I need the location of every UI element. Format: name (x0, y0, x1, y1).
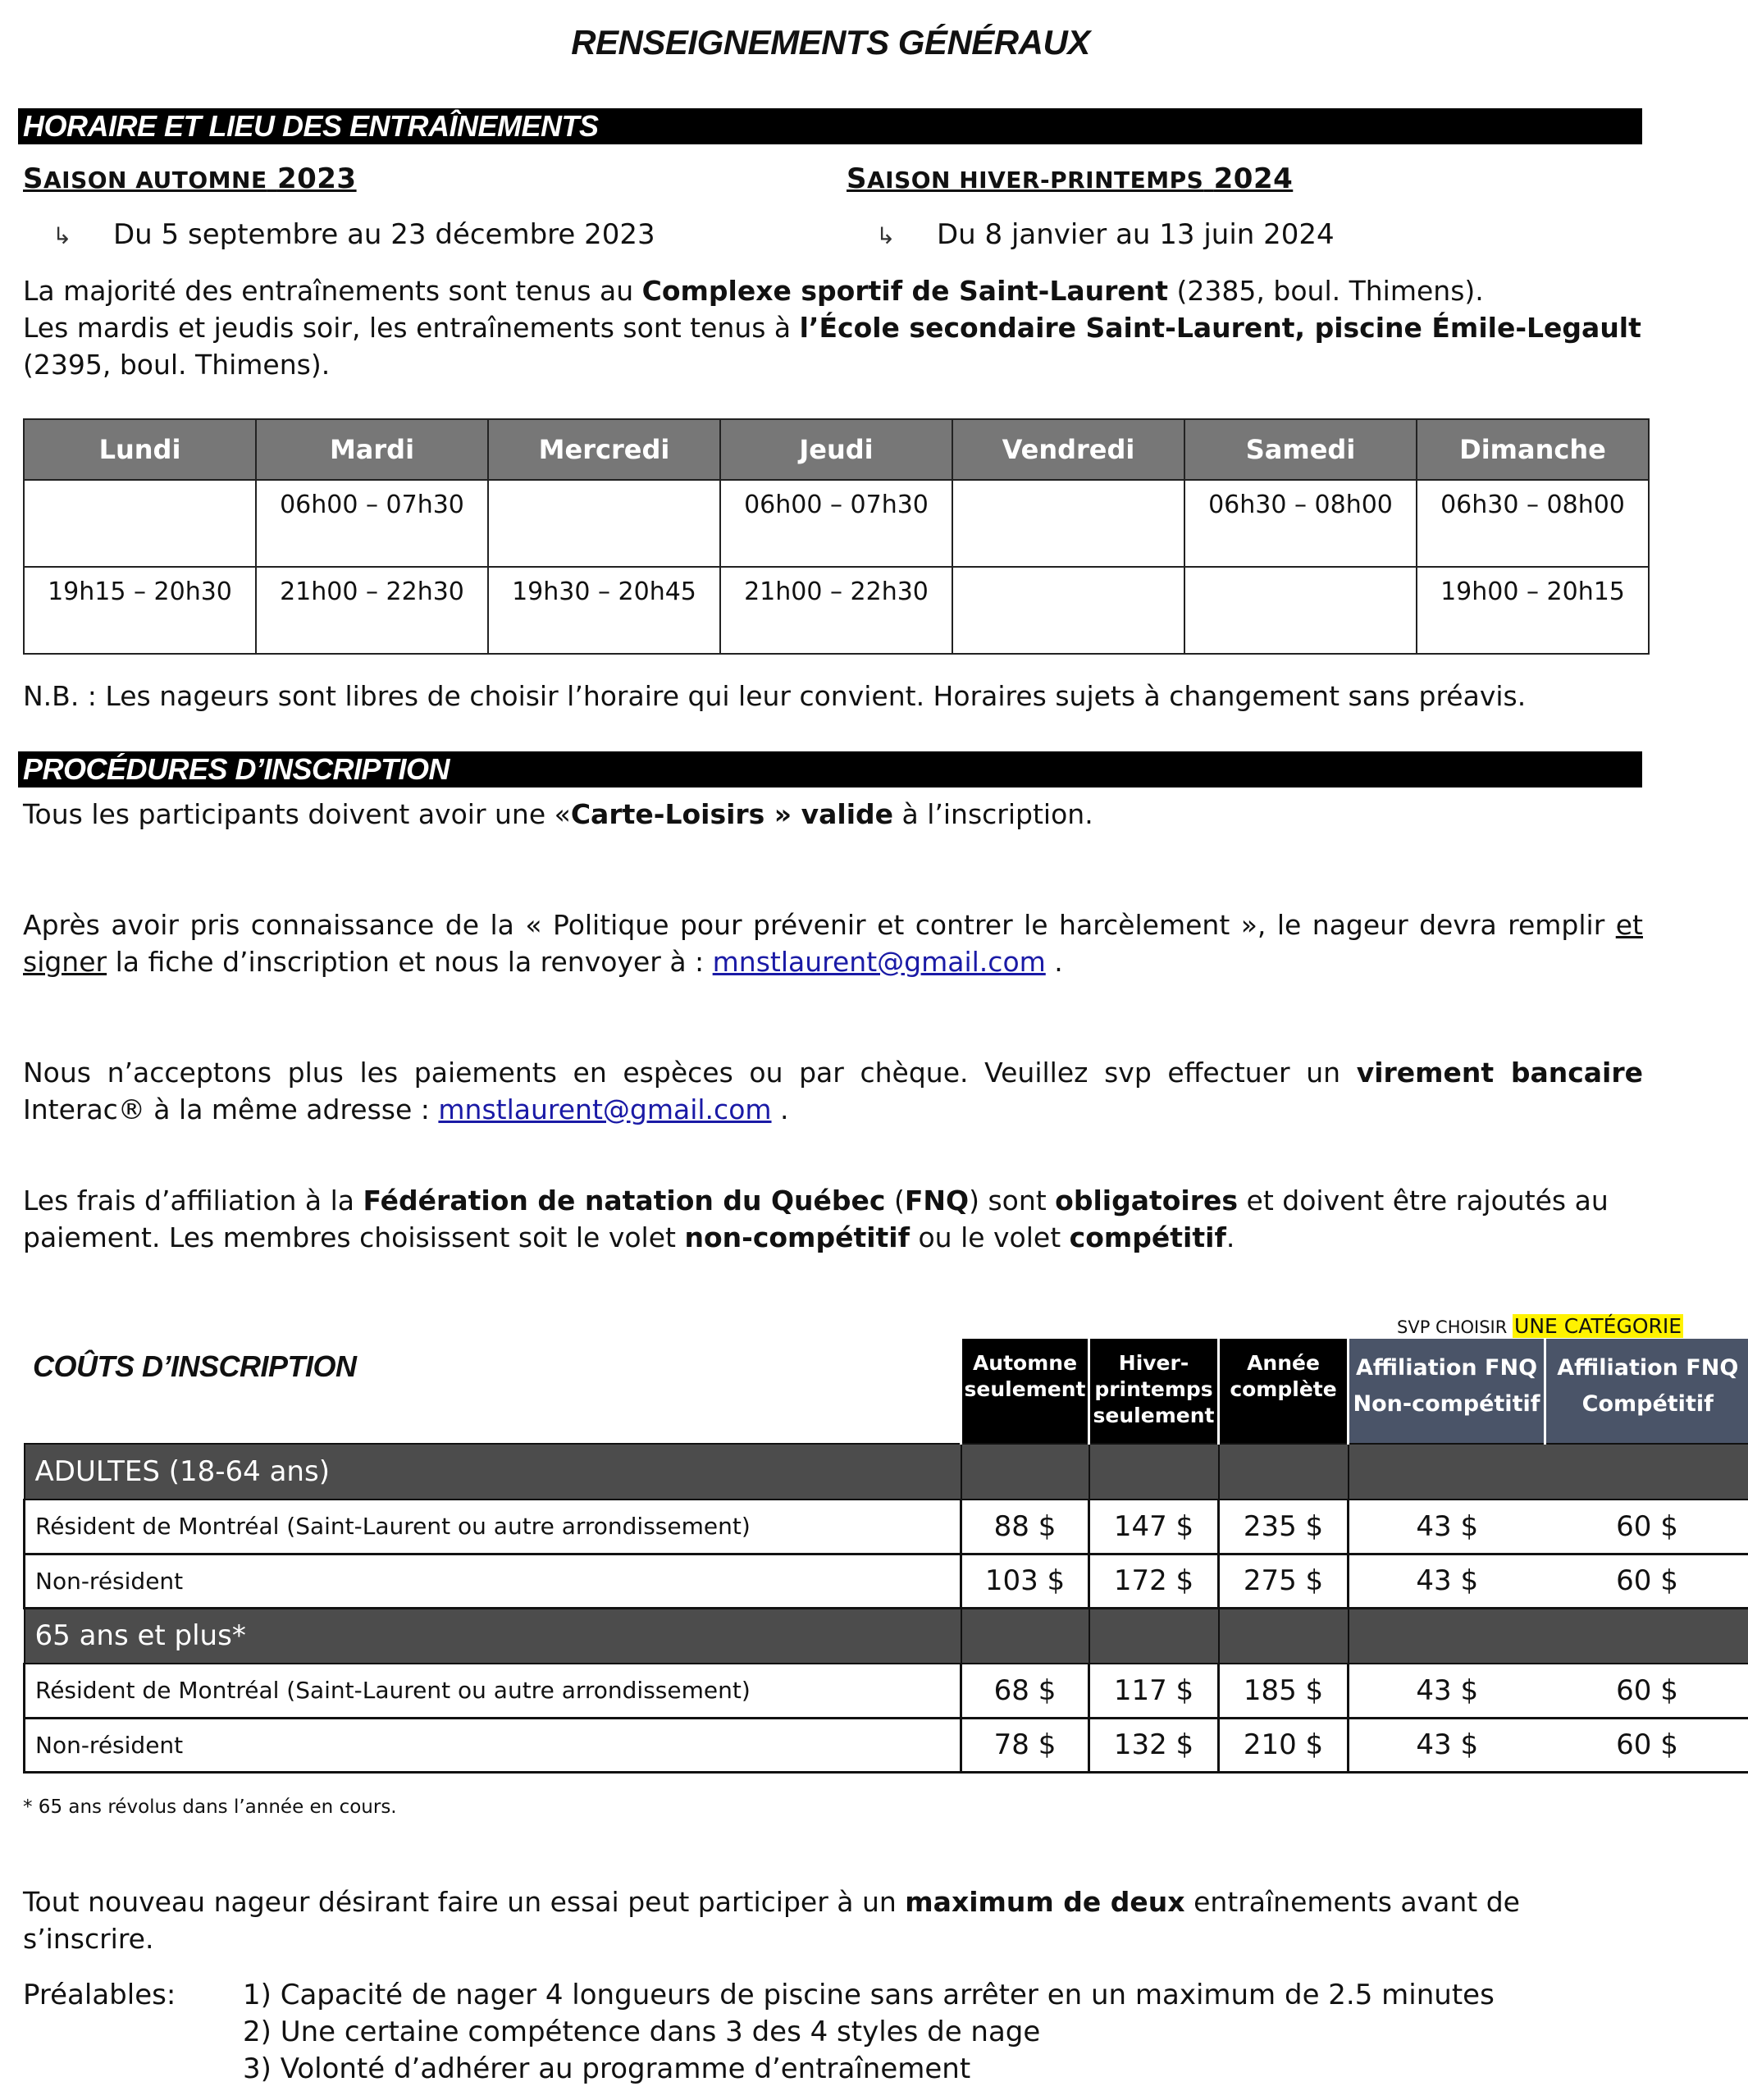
section-heading-registration: PROCÉDURES D’INSCRIPTION (18, 751, 1642, 788)
schedule-cell: 19h00 – 20h15 (1417, 567, 1649, 654)
cost-row (25, 1554, 1748, 1608)
email-link[interactable]: mnstlaurent@gmail.com (712, 946, 1046, 978)
schedule-cell (952, 480, 1184, 567)
choose-category-note: SVP CHOISIR UNE CATÉGORIE (1397, 1314, 1682, 1338)
cost-row (25, 1500, 1748, 1554)
cost-title: COÛTS D’INSCRIPTION (33, 1349, 357, 1383)
day-header: Lundi (24, 419, 256, 480)
price-cell: 78 $ (961, 1718, 1089, 1772)
group-cell (1089, 1444, 1219, 1500)
arrow-bullet-icon: ↳ (52, 222, 72, 249)
row-label: Résident de Montréal (Saint-Laurent ou autre arrondissement) (25, 1500, 961, 1554)
price-cell: 235 $ (1219, 1500, 1349, 1554)
group-cell (961, 1608, 1089, 1664)
day-header: Mercredi (488, 419, 720, 480)
season-winter-dates: ↳ Du 8 janvier au 13 juin 2024 (876, 218, 1335, 251)
price-cell: 275 $ (1219, 1554, 1349, 1608)
row-label: Non-résident (25, 1554, 961, 1608)
column-header: Automne seulement (961, 1339, 1089, 1444)
registration-paragraph-1: Tous les participants doivent avoir une «Carte-Loisirs » valide à l’inscription. (23, 798, 1093, 830)
row-label: Résident de Montréal (Saint-Laurent ou autre arrondissement) (25, 1664, 961, 1718)
price-cell: 172 $ (1089, 1554, 1219, 1608)
registration-paragraph-3: Nous n’acceptons plus les paiements en espèces ou par chèque. Veuillez svp effectuer un virement bancaire Interac® à la même adresse : mnstlaurent@gmail.com . (23, 1057, 1644, 1125)
price-cell: 88 $ (961, 1500, 1089, 1554)
highlighted-text: UNE CATÉGORIE (1514, 1314, 1682, 1338)
schedule-cell: 06h00 – 07h30 (720, 480, 952, 567)
column-header: Affiliation FNQ Non-compétitif (1349, 1339, 1545, 1444)
page-title: RENSEIGNEMENTS GÉNÉRAUX (571, 23, 1090, 62)
prerequisites-list (243, 1977, 1555, 2088)
schedule-table (23, 418, 1650, 655)
group-cell (1089, 1608, 1219, 1664)
price-cell: 43 $ (1349, 1718, 1545, 1772)
email-link[interactable]: mnstlaurent@gmail.com (438, 1093, 772, 1125)
schedule-cell (488, 480, 720, 567)
price-cell: 147 $ (1089, 1500, 1219, 1554)
schedule-cell: 06h30 – 08h00 (1417, 480, 1649, 567)
prerequisites (23, 1977, 1495, 2085)
list-item: 2) Une certaine compétence dans 3 des 4 styles de nage (243, 2016, 1041, 2048)
price-cell: 60 $ (1545, 1554, 1748, 1608)
section-heading-schedule: HORAIRE ET LIEU DES ENTRAÎNEMENTS (18, 108, 1642, 144)
price-cell: 117 $ (1089, 1664, 1219, 1718)
schedule-cell: 06h30 – 08h00 (1184, 480, 1417, 567)
schedule-cell: 19h30 – 20h45 (488, 567, 720, 654)
season-winter-heading: SAISON HIVER-PRINTEMPS 2024 (847, 162, 1294, 195)
price-cell: 210 $ (1219, 1718, 1349, 1772)
price-cell: 185 $ (1219, 1664, 1349, 1718)
price-cell: 60 $ (1545, 1664, 1748, 1718)
cost-group-row (25, 1608, 1748, 1664)
group-label: 65 ans et plus* (25, 1608, 961, 1664)
day-header: Mardi (256, 419, 488, 480)
cost-row (25, 1718, 1748, 1772)
row-label: Non-résident (25, 1718, 961, 1772)
cost-table (23, 1339, 1748, 1774)
group-label: ADULTES (18-64 ans) (25, 1444, 961, 1500)
group-cell (1219, 1444, 1349, 1500)
price-cell: 103 $ (961, 1554, 1089, 1608)
schedule-cell: 21h00 – 22h30 (256, 567, 488, 654)
cost-group-row (25, 1444, 1748, 1500)
day-header: Jeudi (720, 419, 952, 480)
registration-paragraph-2: Après avoir pris connaissance de la « Politique pour prévenir et contrer le harcèlement », le nageur devra remplir et signer la fiche d’inscription et nous la renvoyer à : mnstlaurent@gmail.com . (23, 909, 1643, 978)
registration-paragraph-4: Les frais d’affiliation à la Fédération de natation du Québec (FNQ) sont obligatoires et doivent être rajoutés au paiement. Les membres choisissent soit le volet non-compétitif ou le volet compétitif. (23, 1185, 1609, 1253)
column-header: Année complète (1219, 1339, 1349, 1444)
day-header: Samedi (1184, 419, 1417, 480)
day-header: Dimanche (1417, 419, 1649, 480)
list-item: 1) Capacité de nager 4 longueurs de piscine sans arrêter en un maximum de 2.5 minutes (243, 1979, 1495, 2011)
price-cell: 60 $ (1545, 1500, 1748, 1554)
list-item: 3) Volonté d’adhérer au programme d’entraînement (243, 2052, 971, 2085)
cost-row (25, 1664, 1748, 1718)
group-cell (1349, 1608, 1748, 1664)
price-cell: 68 $ (961, 1664, 1089, 1718)
price-cell: 60 $ (1545, 1718, 1748, 1772)
schedule-cell: 06h00 – 07h30 (256, 480, 488, 567)
footnote: * 65 ans révolus dans l’année en cours. (23, 1796, 397, 1818)
schedule-cell (952, 567, 1184, 654)
schedule-evening-row (24, 567, 1649, 654)
group-cell (1349, 1444, 1748, 1500)
price-cell: 43 $ (1349, 1664, 1545, 1718)
arrow-bullet-icon: ↳ (876, 222, 896, 249)
schedule-cell (1184, 567, 1417, 654)
location-paragraph: La majorité des entraînements sont tenus au Complexe sportif de Saint-Laurent (2385, boul. Thimens). Les mardis et jeudis soir, les entraînements sont tenus à l’École secondaire Saint-Laurent, piscine Émile-Legault (2395, boul. Thimens). (23, 275, 1641, 381)
prerequisites-label: Préalables: (23, 1979, 176, 2011)
schedule-cell: 19h15 – 20h30 (24, 567, 256, 654)
price-cell: 132 $ (1089, 1718, 1219, 1772)
group-cell (1219, 1608, 1349, 1664)
season-autumn-dates: ↳ Du 5 septembre au 23 décembre 2023 (52, 218, 655, 251)
season-autumn-heading: SAISON AUTOMNE 2023 (23, 162, 357, 195)
schedule-note: N.B. : Les nageurs sont libres de choisir l’horaire qui leur convient. Horaires sujets à changement sans préavis. (23, 680, 1527, 712)
trial-paragraph: Tout nouveau nageur désirant faire un essai peut participer à un maximum de deux entraînements avant de s’inscrire. (23, 1886, 1520, 1955)
column-header: Hiver-printemps seulement (1089, 1339, 1219, 1444)
column-header: Affiliation FNQ Compétitif (1545, 1339, 1748, 1444)
schedule-cell: 21h00 – 22h30 (720, 567, 952, 654)
schedule-cell (24, 480, 256, 567)
day-header: Vendredi (952, 419, 1184, 480)
schedule-morning-row (24, 480, 1649, 567)
schedule-header-row (24, 419, 1649, 480)
group-cell (961, 1444, 1089, 1500)
price-cell: 43 $ (1349, 1500, 1545, 1554)
price-cell: 43 $ (1349, 1554, 1545, 1608)
